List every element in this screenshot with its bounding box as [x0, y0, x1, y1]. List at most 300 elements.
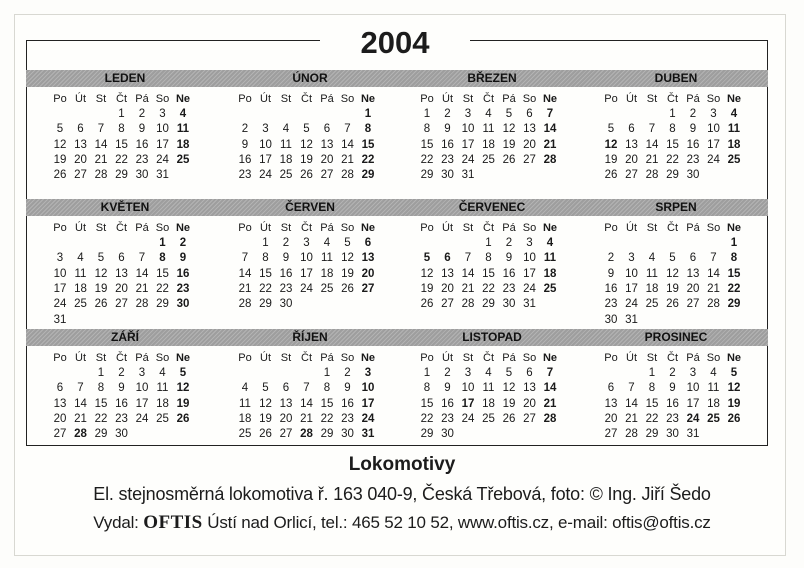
day-cell: 25	[176, 153, 190, 166]
day-cell: 10	[686, 382, 700, 395]
day-cell: 24	[686, 412, 700, 425]
weekday-label: Ne	[175, 93, 191, 105]
day-cell: 7	[77, 382, 84, 395]
weekday-label: So	[340, 93, 355, 105]
day-cell: 18	[320, 267, 334, 280]
day-cell: 18	[238, 412, 252, 425]
day-cell: 14	[74, 397, 87, 410]
day-cell: 28	[300, 428, 313, 441]
weekday-label: Ne	[726, 222, 742, 234]
day-cell: 10	[707, 123, 720, 136]
day-cell: 4	[282, 123, 290, 136]
day-cell: 23	[176, 282, 190, 295]
weekday-label: Po	[604, 93, 618, 105]
weekday-label: St	[462, 222, 474, 234]
month-name: LISTOPAD	[462, 330, 522, 344]
weekday-label: Čt	[483, 93, 494, 105]
day-cell: 15	[727, 267, 741, 280]
day-cell: 16	[441, 138, 454, 151]
day-cell: 7	[303, 382, 310, 395]
day-cell: 12	[176, 382, 190, 395]
day-cell: 14	[707, 267, 720, 280]
day-cell: 30	[341, 428, 354, 441]
day-cell: 1	[118, 108, 125, 120]
day-cell: 3	[56, 252, 64, 265]
day-cell: 28	[543, 153, 557, 166]
weekday-label: So	[706, 222, 721, 234]
day-cell: 8	[423, 123, 431, 136]
day-cell: 12	[727, 382, 741, 395]
day-cell: 10	[461, 382, 475, 395]
weekday-label: Čt	[667, 352, 678, 364]
weekday-label: So	[155, 352, 170, 364]
weekday-label: So	[522, 222, 537, 234]
day-cell: 6	[628, 123, 635, 136]
day-cell: 18	[482, 138, 495, 151]
weekday-label: Út	[260, 222, 271, 234]
day-cell: 4	[485, 367, 492, 379]
day-cell: 20	[604, 412, 618, 425]
day-cell: 26	[176, 412, 190, 425]
day-cell: 27	[604, 428, 618, 441]
day-cell: 23	[135, 153, 149, 166]
month-name: ZÁŘÍ	[111, 330, 139, 344]
day-cell: 9	[669, 382, 676, 395]
day-cell: 1	[159, 237, 166, 249]
day-cell: 18	[156, 397, 169, 410]
day-cell: 27	[441, 298, 454, 311]
day-cell: 18	[727, 138, 741, 151]
day-cell: 13	[625, 138, 638, 151]
day-cell: 3	[262, 123, 269, 136]
day-cell: 3	[710, 108, 717, 120]
day-cell: 29	[115, 169, 128, 182]
day-cell: 13	[115, 267, 128, 280]
weekday-label: Ne	[726, 93, 742, 105]
day-cell: 16	[502, 267, 516, 280]
day-cell: 21	[625, 412, 638, 425]
day-cell: 10	[523, 252, 536, 265]
month-name: KVĚTEN	[100, 200, 150, 214]
day-cell: 20	[279, 412, 293, 425]
day-cell: 25	[707, 412, 720, 425]
month-name: ŘÍJEN	[292, 330, 328, 344]
weekday-label: Pá	[502, 352, 516, 364]
day-cell: 3	[464, 108, 472, 120]
weekday-label: Ne	[175, 222, 191, 234]
weekday-label: Pá	[502, 222, 516, 234]
day-cell: 26	[727, 412, 741, 425]
month-name: DUBEN	[654, 71, 698, 85]
day-cell: 31	[53, 313, 67, 326]
day-cell: 12	[666, 267, 679, 280]
day-cell: 13	[53, 397, 67, 410]
day-cell: 25	[279, 169, 293, 182]
day-cell: 16	[441, 397, 454, 410]
weekday-label: Út	[260, 352, 271, 364]
day-cell: 19	[666, 282, 679, 295]
day-cell: 3	[364, 367, 372, 379]
day-cell: 3	[303, 237, 310, 249]
day-cell: 26	[94, 298, 108, 311]
day-cell: 22	[94, 412, 108, 425]
day-cell: 17	[156, 138, 169, 151]
day-cell: 9	[689, 123, 697, 136]
day-cell: 24	[53, 298, 67, 311]
day-cell: 17	[300, 267, 313, 280]
day-cell: 13	[361, 252, 375, 265]
day-cell: 7	[344, 123, 351, 136]
weekday-label: St	[95, 93, 107, 105]
day-cell: 5	[97, 252, 105, 265]
day-cell: 19	[259, 412, 272, 425]
day-cell: 28	[341, 169, 354, 182]
year-title: 2004	[320, 26, 470, 60]
weekday-label: St	[646, 352, 658, 364]
day-cell: 6	[607, 382, 615, 395]
month-name: SRPEN	[655, 200, 697, 214]
day-cell: 13	[320, 138, 334, 151]
day-cell: 10	[135, 382, 149, 395]
day-cell: 14	[625, 397, 638, 410]
day-cell: 17	[707, 138, 720, 151]
day-cell: 22	[156, 282, 169, 295]
day-cell: 11	[176, 123, 190, 136]
day-cell: 26	[259, 428, 272, 441]
day-cell: 17	[625, 282, 638, 295]
publisher-brand-logo: OFTIS	[143, 512, 203, 533]
weekday-label: St	[646, 222, 658, 234]
day-cell: 9	[344, 382, 351, 395]
footer-publisher	[0, 512, 804, 534]
day-cell: 10	[53, 267, 67, 280]
day-cell: 1	[97, 367, 105, 379]
day-cell: 13	[74, 138, 87, 151]
day-cell: 14	[94, 138, 108, 151]
day-cell: 24	[156, 153, 169, 166]
day-cell: 31	[156, 169, 169, 182]
weekday-label: Út	[626, 93, 637, 105]
day-cell: 2	[444, 367, 451, 379]
day-cell: 23	[279, 282, 293, 295]
day-cell: 15	[420, 397, 434, 410]
day-cell: 1	[423, 108, 431, 120]
weekday-label: Pá	[686, 222, 700, 234]
weekday-label: Čt	[483, 222, 494, 234]
day-cell: 28	[74, 428, 87, 441]
day-cell: 15	[94, 397, 108, 410]
day-cell: 18	[482, 397, 495, 410]
weekday-label: St	[280, 93, 292, 105]
day-cell: 5	[669, 252, 676, 265]
day-cell: 11	[543, 252, 557, 265]
day-cell: 16	[279, 267, 293, 280]
day-cell: 2	[282, 237, 290, 249]
weekday-label: St	[646, 93, 658, 105]
day-cell: 23	[686, 153, 700, 166]
day-cell: 4	[241, 382, 249, 395]
day-cell: 9	[179, 252, 187, 265]
weekday-label: Po	[53, 222, 67, 234]
day-cell: 18	[279, 153, 293, 166]
day-cell: 15	[156, 267, 169, 280]
day-cell: 24	[361, 412, 375, 425]
day-cell: 27	[523, 153, 536, 166]
day-cell: 12	[341, 252, 354, 265]
day-cell: 29	[259, 298, 272, 311]
day-cell: 29	[420, 428, 434, 441]
day-cell: 11	[482, 382, 495, 395]
day-cell: 15	[320, 397, 334, 410]
day-cell: 2	[344, 367, 351, 379]
day-cell: 31	[625, 313, 638, 326]
day-cell: 5	[730, 367, 738, 379]
day-cell: 15	[259, 267, 272, 280]
month-name: ČERVENEC	[458, 200, 526, 214]
day-cell: 11	[707, 382, 720, 395]
day-cell: 28	[135, 298, 149, 311]
day-cell: 22	[420, 153, 434, 166]
day-cell: 3	[138, 367, 146, 379]
day-cell: 20	[625, 153, 638, 166]
weekday-label: Po	[53, 352, 67, 364]
day-cell: 12	[300, 138, 313, 151]
day-cell: 15	[115, 138, 128, 151]
day-cell: 21	[707, 282, 720, 295]
day-cell: 10	[625, 267, 638, 280]
day-cell: 4	[159, 367, 166, 379]
day-cell: 27	[625, 169, 638, 182]
weekday-label: St	[95, 222, 107, 234]
day-cell: 26	[53, 169, 67, 182]
weekday-label: So	[706, 352, 721, 364]
day-cell: 13	[686, 267, 700, 280]
day-cell: 8	[364, 123, 372, 136]
day-cell: 16	[238, 153, 252, 166]
day-cell: 23	[115, 412, 128, 425]
day-cell: 10	[156, 123, 169, 136]
weekday-label: Út	[75, 352, 86, 364]
day-cell: 12	[502, 123, 516, 136]
day-cell: 25	[156, 412, 169, 425]
weekday-label: St	[462, 352, 474, 364]
day-cell: 28	[461, 298, 475, 311]
day-cell: 19	[502, 397, 516, 410]
day-cell: 15	[420, 138, 434, 151]
day-cell: 14	[543, 382, 557, 395]
day-cell: 26	[604, 169, 618, 182]
day-cell: 23	[341, 412, 354, 425]
day-cell: 31	[686, 428, 700, 441]
day-cell: 22	[361, 153, 375, 166]
weekday-label: St	[280, 222, 292, 234]
day-cell: 30	[176, 298, 190, 311]
weekday-label: St	[280, 352, 292, 364]
day-cell: 17	[461, 397, 475, 410]
weekday-label: Po	[53, 93, 67, 105]
day-cell: 16	[115, 397, 128, 410]
day-cell: 2	[689, 108, 697, 120]
day-cell: 11	[482, 123, 495, 136]
weekday-label: Pá	[135, 93, 149, 105]
day-cell: 17	[686, 397, 700, 410]
day-cell: 3	[689, 367, 697, 379]
weekday-label: Pá	[686, 352, 700, 364]
day-cell: 26	[502, 412, 516, 425]
day-cell: 5	[344, 237, 351, 249]
weekday-label: Čt	[116, 352, 127, 364]
day-cell: 3	[628, 252, 635, 265]
day-cell: 12	[94, 267, 108, 280]
day-cell: 9	[444, 123, 451, 136]
day-cell: 1	[485, 237, 492, 249]
day-cell: 13	[523, 123, 536, 136]
day-cell: 31	[523, 298, 536, 311]
day-cell: 27	[523, 412, 536, 425]
day-cell: 14	[461, 267, 475, 280]
month-name: PROSINEC	[644, 330, 708, 344]
day-cell: 1	[730, 237, 738, 249]
day-cell: 14	[543, 123, 557, 136]
weekday-label: Út	[75, 222, 86, 234]
day-cell: 15	[482, 267, 495, 280]
day-cell: 12	[502, 382, 516, 395]
day-cell: 25	[238, 428, 252, 441]
day-cell: 29	[94, 428, 108, 441]
publisher-prefix: Vydal:	[93, 513, 139, 532]
day-cell: 14	[300, 397, 313, 410]
day-cell: 22	[727, 282, 741, 295]
day-cell: 20	[53, 412, 67, 425]
day-cell: 27	[361, 282, 375, 295]
day-cell: 28	[94, 169, 108, 182]
day-cell: 7	[628, 382, 635, 395]
day-cell: 15	[361, 138, 375, 151]
day-cell: 21	[543, 397, 557, 410]
day-cell: 6	[444, 252, 451, 265]
weekday-label: Út	[75, 93, 86, 105]
day-cell: 6	[118, 252, 125, 265]
day-cell: 21	[543, 138, 557, 151]
day-cell: 11	[74, 267, 87, 280]
day-cell: 3	[526, 237, 533, 249]
day-cell: 18	[543, 267, 557, 280]
day-cell: 29	[666, 169, 679, 182]
day-cell: 28	[645, 169, 659, 182]
day-cell: 30	[279, 298, 293, 311]
day-cell: 16	[604, 282, 618, 295]
day-cell: 26	[502, 153, 516, 166]
day-cell: 19	[604, 153, 618, 166]
day-cell: 29	[482, 298, 495, 311]
day-cell: 26	[666, 298, 679, 311]
day-cell: 8	[323, 382, 331, 395]
day-cell: 30	[441, 169, 454, 182]
day-cell: 17	[461, 138, 475, 151]
day-cell: 20	[523, 397, 536, 410]
day-cell: 30	[604, 313, 618, 326]
day-cell: 19	[341, 267, 354, 280]
day-cell: 9	[138, 123, 146, 136]
weekday-label: So	[155, 222, 170, 234]
weekday-label: Út	[260, 93, 271, 105]
day-cell: 9	[607, 267, 615, 280]
day-cell: 24	[135, 412, 149, 425]
weekday-label: Pá	[135, 352, 149, 364]
day-cell: 18	[707, 397, 720, 410]
footer-caption: El. stejnosměrná lokomotiva ř. 163 040-9, Česká Třebová, foto: © Ing. Jiří Šedo	[93, 484, 711, 504]
day-cell: 26	[300, 169, 313, 182]
weekday-label: Út	[442, 93, 453, 105]
weekday-label: Pá	[135, 222, 149, 234]
day-cell: 4	[77, 252, 84, 265]
weekday-label: So	[706, 93, 721, 105]
day-cell: 9	[444, 382, 451, 395]
day-cell: 7	[648, 123, 656, 136]
day-cell: 30	[441, 428, 454, 441]
day-cell: 21	[238, 282, 252, 295]
day-cell: 9	[505, 252, 513, 265]
day-cell: 29	[645, 428, 659, 441]
day-cell: 28	[543, 412, 557, 425]
day-cell: 4	[730, 108, 738, 120]
month-name: ČERVEN	[285, 200, 335, 214]
day-cell: 10	[461, 123, 475, 136]
day-cell: 15	[666, 138, 679, 151]
day-cell: 17	[53, 282, 67, 295]
day-cell: 11	[239, 397, 251, 410]
day-cell: 14	[238, 267, 252, 280]
day-cell: 22	[320, 412, 334, 425]
weekday-label: Ne	[360, 93, 376, 105]
weekday-label: Čt	[116, 222, 127, 234]
weekday-label: Ne	[542, 93, 558, 105]
day-cell: 19	[502, 138, 516, 151]
day-cell: 31	[361, 428, 375, 441]
day-cell: 25	[74, 298, 87, 311]
day-cell: 30	[686, 169, 700, 182]
day-cell: 22	[482, 282, 495, 295]
day-cell: 17	[361, 397, 375, 410]
day-cell: 27	[53, 428, 67, 441]
day-cell: 23	[441, 153, 454, 166]
day-cell: 15	[645, 397, 659, 410]
day-cell: 8	[485, 252, 492, 265]
day-cell: 26	[341, 282, 354, 295]
weekday-label: Čt	[667, 222, 678, 234]
day-cell: 14	[645, 138, 659, 151]
day-cell: 21	[74, 412, 87, 425]
day-cell: 25	[543, 282, 557, 295]
day-cell: 2	[444, 108, 451, 120]
day-cell: 16	[176, 267, 190, 280]
day-cell: 8	[159, 252, 166, 265]
weekday-label: Ne	[726, 352, 742, 364]
day-cell: 2	[118, 367, 125, 379]
day-cell: 19	[300, 153, 313, 166]
day-cell: 8	[648, 382, 656, 395]
day-cell: 28	[707, 298, 720, 311]
weekday-label: Ne	[542, 352, 558, 364]
weekday-label: Út	[626, 352, 637, 364]
day-cell: 10	[361, 382, 375, 395]
day-cell: 4	[179, 108, 187, 120]
day-cell: 20	[686, 282, 700, 295]
day-cell: 12	[604, 138, 618, 151]
day-cell: 8	[118, 123, 125, 136]
day-cell: 16	[686, 138, 700, 151]
day-cell: 6	[323, 123, 331, 136]
